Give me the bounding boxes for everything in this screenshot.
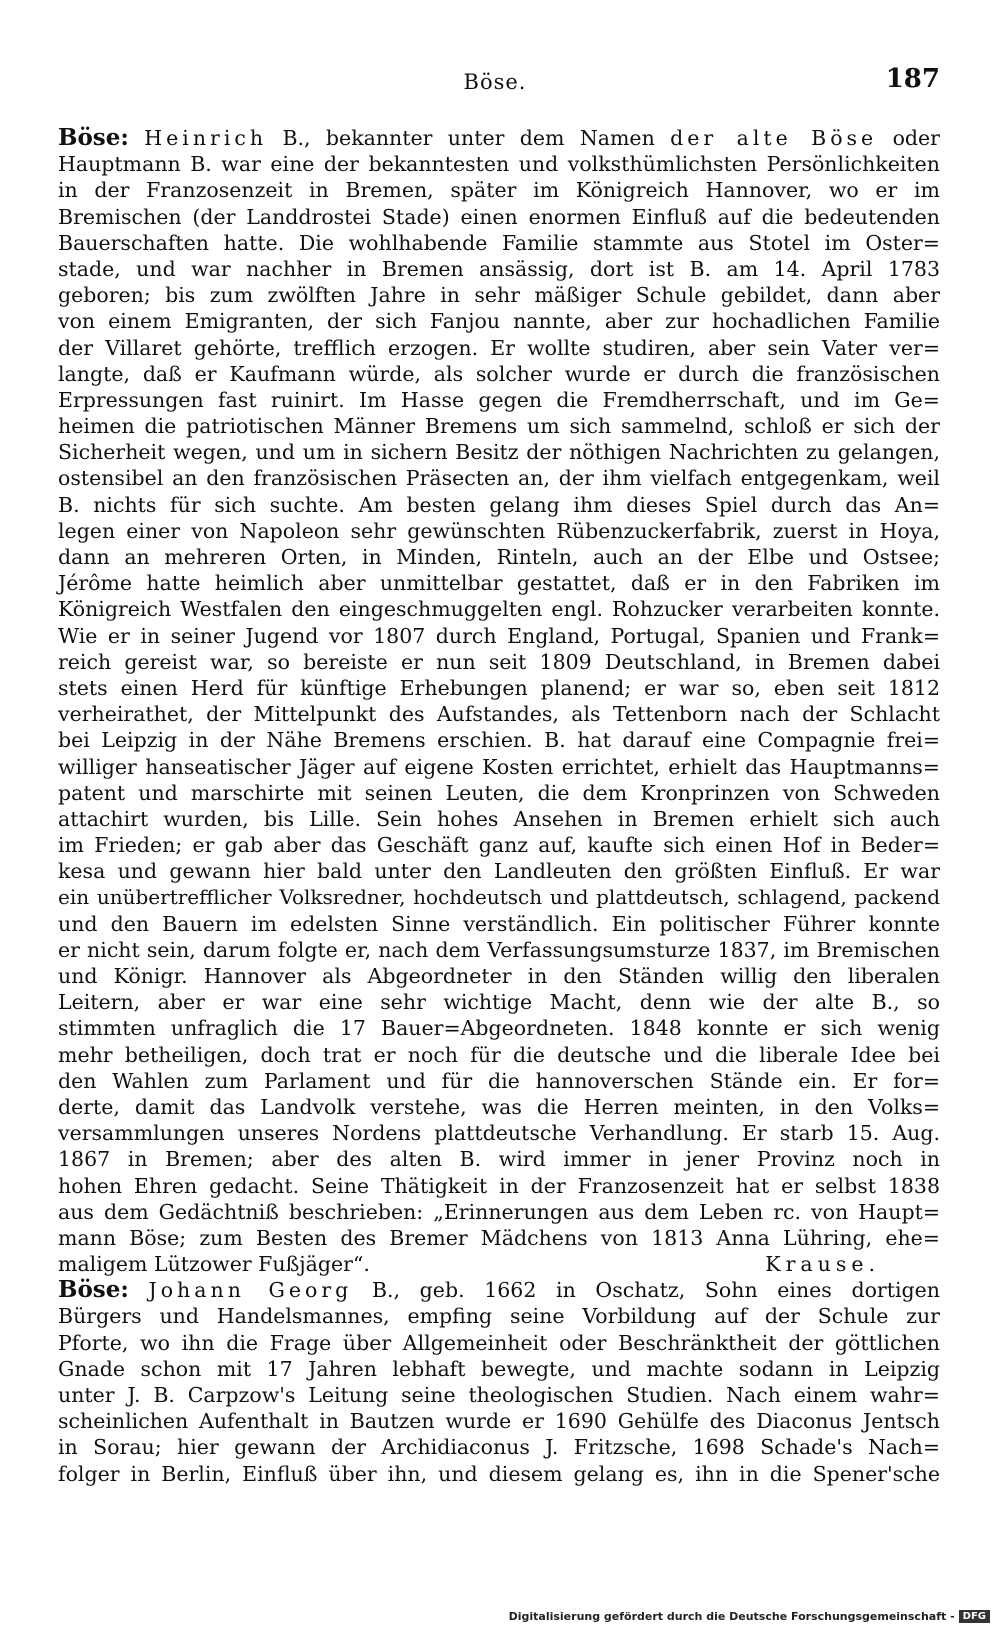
text-line: der Villaret gehörte, trefflich erzogen. Er wollte studiren, aber sein Vater ver= [58, 335, 940, 360]
text-line: Bürgers und Handelsmannes, empfing seine Vorbildung auf der Schule zur [58, 1304, 940, 1329]
text-line: maligem Lützower Fußjäger“. [58, 1252, 370, 1277]
digitization-credit [509, 1610, 990, 1623]
text-line: Erpressungen fast ruinirt. Im Hasse gegen die Fremdherrschaft, und im Ge= [58, 387, 940, 412]
credit-text: Digitalisierung gefördert durch die Deutsche Forschungsgemeinschaft - [508, 1610, 955, 1623]
author-signature: Krause. [765, 1252, 880, 1277]
text-line: im Frieden; er gab aber das Geschäft ganz auf, kaufte sich einen Hof in Beder= [58, 833, 940, 858]
text-line: stade, und war nachher in Bremen ansässig, dort ist B. am 14. April 1783 [58, 256, 940, 281]
text-line: und Königr. Hannover als Abgeordneter in den Ständen willig den liberalen [58, 964, 940, 988]
running-head: Böse. [463, 70, 527, 94]
text-line: kesa und gewann hier bald unter den Landleuten den größten Einfluß. Er war [58, 859, 940, 884]
text-line: heimen die patriotischen Männer Bremens um sich sammelnd, schloß er sich der [58, 414, 940, 439]
entry-epithet: der alte Böse [670, 126, 878, 150]
text-line: ein unübertrefflicher Volksredner, hochdeutsch und plattdeutsch, schlagend, packend [58, 885, 940, 910]
text-line: langte, daß er Kaufmann würde, als solcher wurde er durch die französischen [58, 361, 940, 386]
entry-heading-line [58, 1277, 940, 1303]
text-line: versammlungen unseres Nordens plattdeutsche Verhandlung. Er starb 15. Aug. [58, 1121, 940, 1146]
text-line: stets einen Herd für künftige Erhebungen planend; er war so, eben seit 1812 [58, 675, 940, 700]
text-line: und den Bauern im edelsten Sinne verständlich. Ein politischer Führer konnte [58, 911, 940, 936]
text-line: geboren; bis zum zwölften Jahre in sehr mäßiger Schule gebildet, dann aber [58, 283, 940, 308]
article-body [58, 125, 940, 1487]
text-line: Pforte, wo ihn die Frage über Allgemeinheit oder Beschränktheit der göttlichen [58, 1330, 940, 1355]
text-line-with-signature [58, 1251, 940, 1277]
entry-given-name: Johann Georg [148, 1278, 353, 1303]
text-line: verheirathet, der Mittelpunkt des Aufstandes, als Tettenborn nach der Schlacht [58, 702, 940, 727]
entry-heading-text: B., geb. 1662 in Oschatz, Sohn eines dortigen [352, 1278, 940, 1303]
text-line: 1867 in Bremen; aber des alten B. wird immer in jener Provinz noch in [58, 1147, 940, 1172]
text-line: Wie er in seiner Jugend vor 1807 durch England, Portugal, Spanien und Frank= [58, 623, 940, 648]
text-line: den Wahlen zum Parlament und für die hannoverschen Stände ein. Er for= [58, 1068, 940, 1093]
text-line: patent und marschirte mit seinen Leuten, die dem Kronprinzen von Schweden [58, 780, 940, 805]
text-line: ostensibel an den französischen Präsecten an, der ihm vielfach entgegenkam, weil [58, 466, 940, 491]
text-line: folger in Berlin, Einfluß über ihn, und diesem gelang es, ihn in die Spener'sche [58, 1461, 940, 1486]
text-line: stimmten unfraglich die 17 Bauer=Abgeordneten. 1848 konnte er sich wenig [58, 1016, 940, 1041]
text-line: bei Leipzig in der Nähe Bremens erschien. B. hat darauf eine Compagnie frei= [58, 728, 940, 753]
entry-heading-text-end: oder [877, 126, 940, 150]
text-line: er nicht sein, darum folgte er, nach dem Verfassungsumsturze 1837, im Bremischen [58, 937, 940, 962]
text-line: hohen Ehren gedacht. Seine Thätigkeit in der Franzosenzeit hat er selbst 1838 [58, 1173, 940, 1198]
entry-lemma: Böse: [58, 1276, 129, 1304]
text-line: scheinlichen Aufenthalt in Bautzen wurde er 1690 Gehülfe des Diaconus Jentsch [58, 1409, 940, 1434]
text-line: Leitern, aber er war eine sehr wichtige Macht, denn wie der alte B., so [58, 990, 940, 1015]
text-line: B. nichts für sich suchte. Am besten gelang ihm dieses Spiel durch das An= [58, 492, 940, 517]
text-line: legen einer von Napoleon sehr gewünschten Rübenzuckerfabrik, zuerst in Hoya, [58, 518, 940, 543]
text-line: Jérôme hatte heimlich aber unmittelbar gestattet, daß er in den Fabriken im [58, 571, 940, 596]
text-line: von einem Emigranten, der sich Fanjou nannte, aber zur hochadlichen Familie [58, 309, 940, 334]
entry-lemma: Böse: [58, 124, 129, 151]
text-line: unter J. B. Carpzow's Leitung seine theologischen Studien. Nach einem wahr= [58, 1383, 940, 1407]
text-line: aus dem Gedächtniß beschrieben: „Erinnerungen aus dem Leben rc. von Haupt= [58, 1199, 940, 1224]
entry-heading-line [58, 125, 940, 151]
text-line: derte, damit das Landvolk verstehe, was die Herren meinten, in den Volks= [58, 1094, 940, 1119]
text-line: Königreich Westfalen den eingeschmuggelten engl. Rohzucker verarbeiten konnte. [58, 597, 940, 622]
dfg-logo: DFG [959, 1610, 990, 1623]
text-line: Sicherheit wegen, und um in sichern Besitz der nöthigen Nachrichten zu gelangen, [58, 440, 940, 465]
entry-given-name: Heinrich [144, 126, 268, 150]
text-line: Hauptmann B. war eine der bekanntesten und volksthümlichsten Persönlichkeiten [58, 152, 940, 177]
text-line: Gnade schon mit 17 Jahren lebhaft bewegte, und machte sodann in Leipzig [58, 1356, 940, 1381]
text-line: in der Franzosenzeit in Bremen, später im Königreich Hannover, wo er im [58, 178, 940, 203]
text-line: attachirt wurden, bis Lille. Sein hohes Ansehen in Bremen erhielt sich auch [58, 806, 940, 831]
text-line: williger hanseatischer Jäger auf eigene Kosten errichtet, erhielt das Hauptmanns= [58, 754, 940, 779]
text-line: Bremischen (der Landdrostei Stade) einen enormen Einfluß auf die bedeutenden [58, 204, 940, 229]
text-line: mehr betheiligen, doch trat er noch für die deutsche und die liberale Idee bei [58, 1042, 940, 1067]
text-line: mann Böse; zum Besten des Bremer Mädchens von 1813 Anna Lühring, ehe= [58, 1225, 940, 1250]
page-header [50, 64, 940, 104]
text-line: reich gereist war, so bereiste er nun seit 1809 Deutschland, in Bremen dabei [58, 649, 940, 674]
entry-heading-text: B., bekannter unter dem Namen [267, 126, 671, 150]
text-line: Bauerschaften hatte. Die wohlhabende Familie stammte aus Stotel im Oster= [58, 230, 940, 255]
text-line: dann an mehreren Orten, in Minden, Rinteln, auch an der Elbe und Ostsee; [58, 545, 940, 569]
text-line: in Sorau; hier gewann der Archidiaconus J. Fritzsche, 1698 Schade's Nach= [58, 1435, 940, 1460]
page-number: 187 [885, 64, 940, 94]
